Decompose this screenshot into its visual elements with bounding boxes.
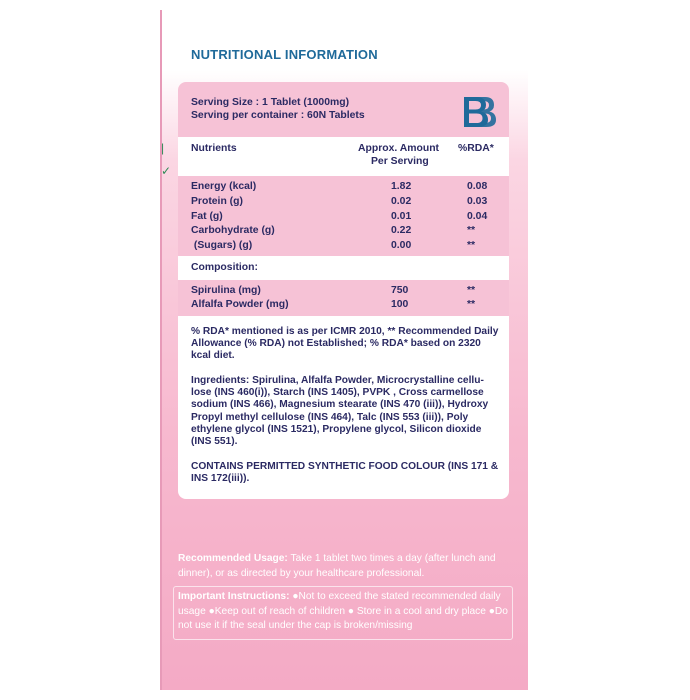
nutrient-amount: 0.22 bbox=[391, 225, 412, 236]
composition-rda: ** bbox=[467, 299, 476, 310]
nutrient-name: Protein (g) bbox=[191, 196, 243, 207]
nutrient-amount: 0.02 bbox=[391, 196, 412, 207]
nutrient-amount: 1.82 bbox=[391, 181, 412, 192]
usage-text: Take 1 tablet two times a day (after lunch and dinner), or as directed by your healthcare professional. bbox=[178, 553, 496, 579]
col-rda: %RDA* bbox=[458, 143, 494, 154]
nutrient-name: Fat (g) bbox=[191, 211, 223, 222]
nutrient-amount: 0.00 bbox=[391, 240, 412, 251]
nutrient-amount: 0.01 bbox=[391, 211, 412, 222]
nutrient-rda: ** bbox=[467, 240, 476, 251]
instructions-text: ●Not to exceed the stated recommended daily usage ●Keep out of reach of children ● Store in a cool and dry place ●Do not use it if the seal under the cap is broken/missing bbox=[178, 591, 508, 631]
edge-check-icon: ✓ bbox=[161, 164, 172, 178]
serving-per-container: Serving per container : 60N Tablets bbox=[191, 110, 365, 121]
nutrient-rda: 0.03 bbox=[467, 196, 488, 207]
important-instructions bbox=[178, 590, 508, 634]
composition-rda: ** bbox=[467, 285, 476, 296]
nutrient-rda: 0.08 bbox=[467, 181, 488, 192]
nutrient-rda: 0.04 bbox=[467, 211, 488, 222]
composition-amount: 750 bbox=[391, 285, 409, 296]
composition-name: Spirulina (mg) bbox=[191, 285, 261, 296]
recommended-usage bbox=[178, 552, 508, 581]
edge-mark-icon: | bbox=[161, 141, 165, 155]
nutrient-rda: ** bbox=[467, 225, 476, 236]
ingredients-text: Ingredients: Spirulina, Alfalfa Powder, Microcrystalline cellu-lose (INS 460(i)), Starch (INS 1405), PVPK , Cross carmellose sodium (INS 466), Magnesium stearate (INS 470 (iii)), Hydroxy Propyl methyl cellulose (INS 464), Talc (INS 553 (iii)), Poly ethylene glycol (INS 1521), Propylene glycol, Silicon dioxide (INS 551). bbox=[191, 375, 489, 448]
usage-label: Recommended Usage: bbox=[178, 553, 288, 564]
nutrition-title: NUTRITIONAL INFORMATION bbox=[191, 47, 378, 62]
rda-note: % RDA* mentioned is as per ICMR 2010, ** Recommended Daily Allowance (% RDA) not Established; % RDA* based on 2320 kcal diet. bbox=[191, 326, 499, 362]
composition-name: Alfalfa Powder (mg) bbox=[191, 299, 289, 310]
nutrient-name: Carbohydrate (g) bbox=[191, 225, 275, 236]
composition-label: Composition: bbox=[191, 262, 258, 273]
nutrient-name: Energy (kcal) bbox=[191, 181, 257, 192]
col-amount-line2: Per Serving bbox=[371, 156, 429, 167]
composition-amount: 100 bbox=[391, 299, 409, 310]
col-nutrients: Nutrients bbox=[191, 143, 237, 154]
nutrition-card bbox=[178, 82, 509, 499]
serving-size: Serving Size : 1 Tablet (1000mg) bbox=[191, 97, 350, 108]
col-amount-line1: Approx. Amount bbox=[358, 143, 439, 154]
nutrient-name: (Sugars) (g) bbox=[191, 240, 253, 251]
brand-logo-icon bbox=[461, 95, 497, 129]
panel-edge-line bbox=[160, 10, 165, 690]
colour-note: CONTAINS PERMITTED SYNTHETIC FOOD COLOUR (INS 171 & INS 172(iii)). bbox=[191, 461, 499, 485]
instructions-label: Important Instructions: bbox=[178, 591, 290, 602]
